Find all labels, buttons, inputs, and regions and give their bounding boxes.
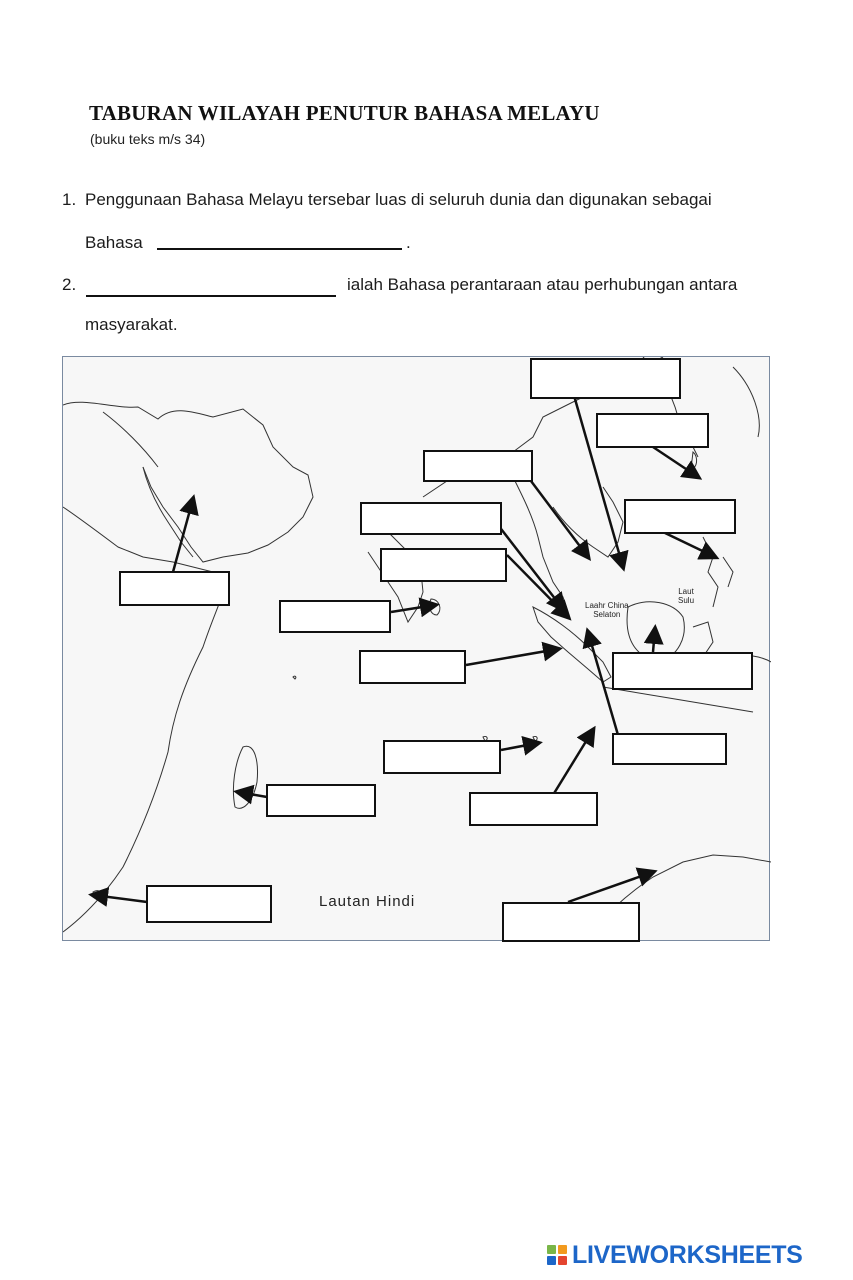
pointer-arrows [93, 392, 715, 902]
worksheet-subtitle: (buku teks m/s 34) [90, 131, 206, 147]
question-2-answer-blank[interactable] [86, 295, 336, 297]
question-2-text: ialah Bahasa perantaraan atau perhubungan antara [347, 275, 738, 294]
answer-box-9[interactable] [359, 650, 466, 684]
question-1-number: 1. [62, 190, 77, 209]
answer-box-15[interactable] [146, 885, 272, 923]
answer-box-3[interactable] [423, 450, 533, 482]
question-1-period: . [406, 233, 411, 252]
question-2-text-line2: masyarakat. [85, 315, 178, 334]
question-2-number: 2. [62, 275, 77, 294]
answer-box-4[interactable] [360, 502, 502, 535]
answer-box-10[interactable] [612, 652, 753, 690]
answer-box-6[interactable] [380, 548, 507, 582]
answer-box-13[interactable] [266, 784, 376, 817]
question-1-answer-blank[interactable] [157, 248, 402, 250]
logo-squares-icon [547, 1245, 567, 1265]
worksheet-title: TABURAN WILAYAH PENUTUR BAHASA MELAYU [89, 101, 600, 125]
answer-box-16[interactable] [502, 902, 640, 942]
sea-label-south-china: Laahr China Selaton [585, 601, 629, 619]
logo-text: LIVEWORKSHEETS [572, 1240, 803, 1269]
sea-label-sulu: Laut Sulu [678, 587, 695, 605]
answer-box-5[interactable] [624, 499, 736, 534]
question-1-text: Penggunaan Bahasa Melayu tersebar luas di seluruh dunia dan digunakan sebagai [85, 190, 712, 209]
question-1-prefix: Bahasa [85, 233, 143, 252]
answer-box-8[interactable] [279, 600, 391, 633]
answer-box-12[interactable] [612, 733, 727, 765]
answer-box-1[interactable] [530, 358, 681, 399]
ocean-label: Lautan Hindi [319, 893, 416, 910]
liveworksheets-logo [547, 1241, 803, 1269]
answer-box-11[interactable] [383, 740, 501, 774]
answer-box-14[interactable] [469, 792, 598, 826]
answer-box-7[interactable] [119, 571, 230, 606]
answer-box-2[interactable] [596, 413, 709, 448]
map-panel [62, 356, 770, 941]
